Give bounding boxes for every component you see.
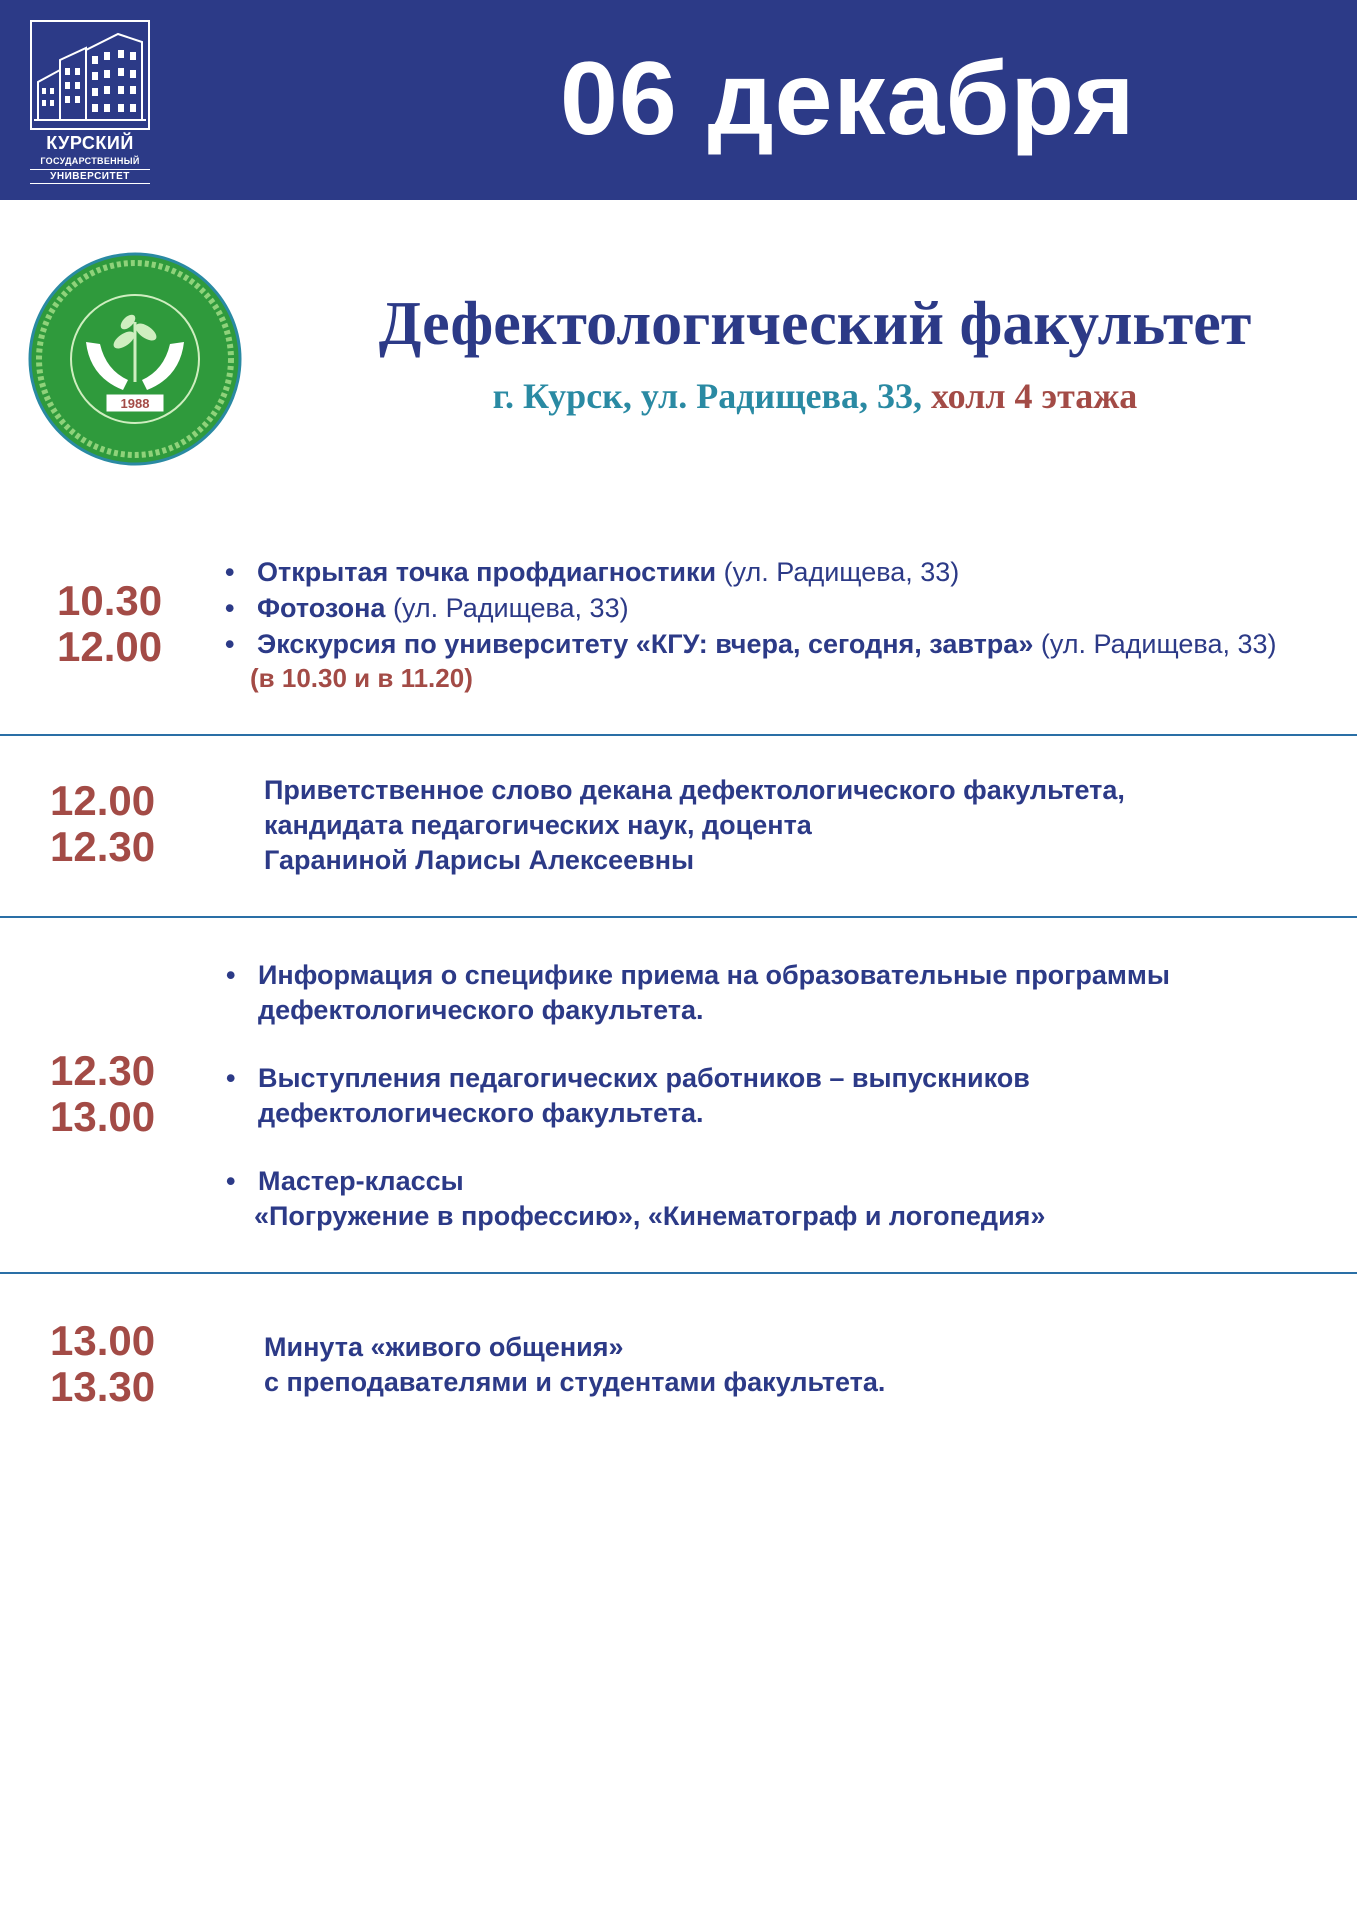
list-item [257,555,959,590]
item-title: Экскурсия по университету «КГУ: вчера, сегодня, завтра» [257,629,1034,659]
item-title: Открытая точка профдиагностики [257,557,717,587]
list-item: • Выступления педагогических работников – выпускников [258,1061,1030,1096]
university-building-icon [30,20,150,130]
greeting-line-3: Гараниной Ларисы Алексеевны [264,845,695,875]
list-item-continuation: дефектологического факультета. [258,995,704,1025]
item-title: Фотозона [257,593,386,623]
faculty-emblem [28,252,242,466]
time-start-4: 13.00 [50,1317,156,1364]
time-start-2: 12.00 [50,777,156,824]
item-location: (ул. Радищева, 33) [723,557,960,587]
divider [0,1272,1357,1274]
list-item: • Мастер-классы [258,1164,464,1199]
meeting-line-2: с преподавателями и студентами факультета. [264,1367,886,1397]
address-street: г. Курск, ул. Радищева, 33, [492,376,922,416]
greeting-line-1: Приветственное слово декана дефектологического факультета, [264,775,1125,805]
university-logo [30,20,150,185]
list-item [257,627,1277,662]
divider [0,734,1357,736]
logo-text-line3: УНИВЕРСИТЕТ [30,169,150,184]
time-start-1: 10.30 [57,577,163,624]
greeting-line-2: кандидата педагогических наук, доцента [264,810,812,840]
time-end-1: 12.00 [57,623,163,670]
faculty-title: Дефектологический факультет [378,290,1252,358]
time-end-2: 12.30 [50,823,156,870]
divider [0,916,1357,918]
logo-text-line1: КУРСКИЙ [46,133,134,153]
meeting-line-1: Минута «живого общения» [264,1332,624,1362]
excursion-times-note: (в 10.30 и в 11.20) [250,663,473,693]
item-location: (ул. Радищева, 33) [392,593,629,623]
logo-text-line2: ГОСУДАРСТВЕННЫЙ [40,156,140,166]
time-start-3: 12.30 [50,1047,156,1094]
list-item: • Информация о специфике приема на образовательные программы [258,958,1170,993]
list-item-continuation: «Погружение в профессию», «Кинематограф и логопедия» [254,1201,1046,1231]
item-location: (ул. Радищева, 33) [1040,629,1277,659]
header-banner [0,0,1357,200]
list-item-continuation: дефектологического факультета. [258,1098,704,1128]
date-title: 06 декабря [560,41,1136,157]
time-end-4: 13.30 [50,1363,156,1410]
faculty-address [290,375,1340,417]
emblem-year: 1988 [120,396,150,411]
list-item [257,591,629,626]
time-end-3: 13.00 [50,1093,156,1140]
address-floor: холл 4 этажа [930,376,1138,416]
